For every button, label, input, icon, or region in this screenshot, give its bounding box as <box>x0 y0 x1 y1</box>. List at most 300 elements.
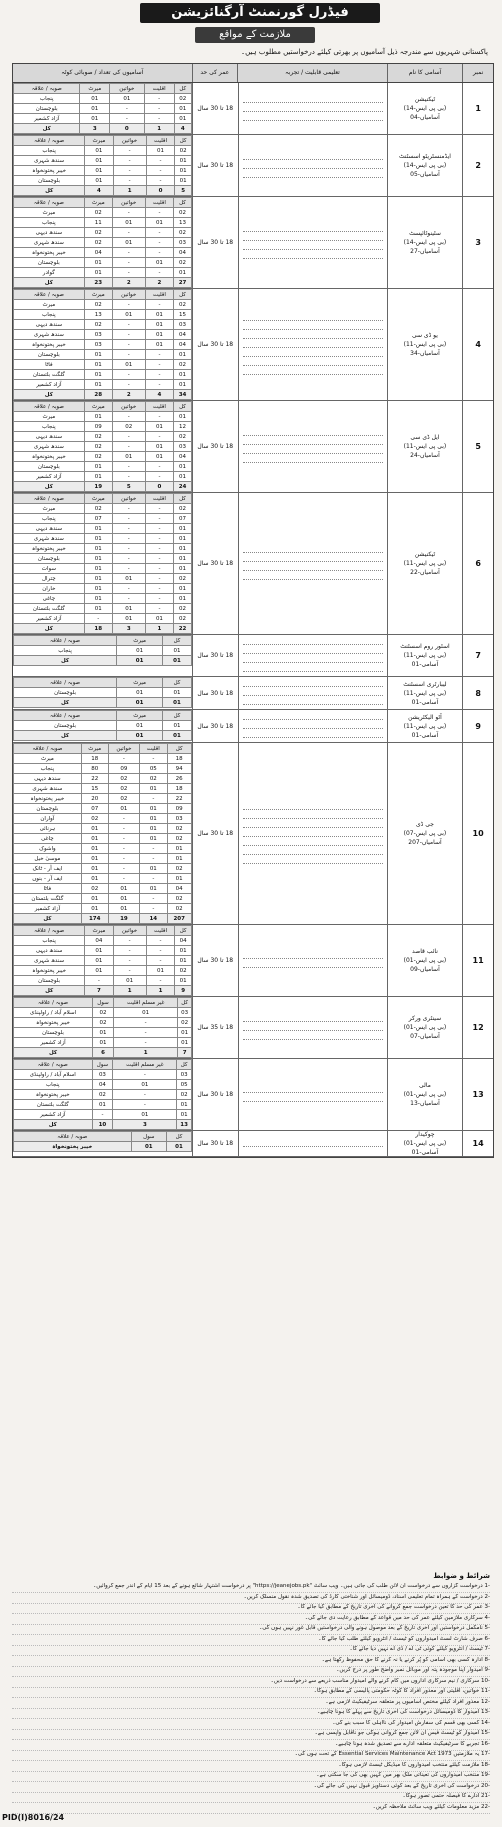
quota-header-cell: اقلیت <box>145 402 174 412</box>
quota-header-cell: صوبہ / علاقہ <box>14 744 82 754</box>
quota-cell: گلگت بلتستان <box>14 894 82 904</box>
quota-header-cell: کل <box>174 290 192 300</box>
quota-row <box>14 614 192 624</box>
quota-cell: 01 <box>167 854 191 864</box>
note-item: -15 امیدوار کو ٹیسٹ فیس آن لائن جمع کروانی ہوگی جو ناقابل واپسی ہے۔ <box>12 1730 490 1740</box>
quota-cell: 03 <box>167 814 191 824</box>
quota-row <box>14 844 192 854</box>
qualification-text <box>239 677 388 709</box>
quota-cell: - <box>145 574 174 584</box>
quota-row <box>14 1090 192 1100</box>
post-bps: (بی پی ایس-01) <box>403 957 447 964</box>
quota-row <box>14 320 192 330</box>
quota-cell: 01 <box>140 824 167 834</box>
quota-cell: - <box>112 594 145 604</box>
quota-cell: موسیٰ خیل <box>14 854 82 864</box>
quota-cell: سندھ دیہی <box>14 432 85 442</box>
quota-cell: 04 <box>174 248 192 258</box>
quota-cell: 80 <box>81 764 108 774</box>
qualification-line <box>243 666 383 672</box>
quota-cell: بلوچستان <box>14 176 85 186</box>
quota-cell: - <box>108 864 139 874</box>
quota-cell: 02 <box>84 208 112 218</box>
quota-total-cell: 2 <box>145 278 174 288</box>
age-limit: 18 تا 35 سال <box>193 997 239 1058</box>
age-limit: 18 تا 30 سال <box>193 710 239 742</box>
quota-total-cell: 4 <box>145 390 174 400</box>
post-row <box>13 289 493 401</box>
quota-row <box>14 594 192 604</box>
age-limit: 18 تا 30 سال <box>193 83 239 134</box>
note-item: -3 عمر کی حد کا تعین درخواست جمع کروانے کی آخری تاریخ کے مطابق کیا جائے گا۔ <box>12 1604 490 1614</box>
quota-cell: میرٹ <box>14 412 85 422</box>
quota-row <box>14 166 192 176</box>
quota-cell: 02 <box>174 94 191 104</box>
quota-cell: بلوچستان <box>14 462 85 472</box>
quota-row <box>14 370 192 380</box>
qualification-line <box>243 699 383 705</box>
quota-cell: 01 <box>81 874 108 884</box>
quota-cell: - <box>112 370 145 380</box>
col-distribution: آسامیوں کی تعداد / صوبائی کوٹہ <box>61 69 144 76</box>
quota-cell: - <box>113 936 146 946</box>
quota-header-cell: میرٹ <box>117 678 163 688</box>
quota-cell: - <box>113 966 146 976</box>
quota-cell: - <box>85 976 113 986</box>
note-item: -10 سرکاری / نیم سرکاری اداروں میں کام کرنے والے امیدوار مناسب ذریعے سے درخواست دیں۔ <box>12 1678 490 1688</box>
quota-row <box>14 764 192 774</box>
quota-cell: ایف آر - بنوں <box>14 874 82 884</box>
quota-cell: - <box>145 432 174 442</box>
post-count: آسامیاں-22 <box>410 569 440 576</box>
quota-total-cell: 1 <box>113 1048 177 1058</box>
quota-distribution <box>13 925 193 996</box>
post-bps: (بی پی ایس-01) <box>403 1140 447 1147</box>
quota-cell: - <box>112 554 145 564</box>
qualification-line <box>243 574 383 580</box>
quota-cell: - <box>145 370 174 380</box>
quota-header-cell: اقلیت <box>145 198 174 208</box>
quota-cell: 01 <box>84 604 112 614</box>
quota-header-cell: سول <box>92 1060 113 1070</box>
quota-cell: - <box>145 594 174 604</box>
quota-header-cell: کل <box>175 926 191 936</box>
quota-cell: چترال <box>14 574 85 584</box>
quota-cell: 01 <box>175 156 191 166</box>
quota-cell: 01 <box>85 956 113 966</box>
post-name-cell <box>388 1131 464 1156</box>
note-item: -5 نامکمل درخواستیں اور آخری تاریخ کے بعد موصول ہونے والی درخواستیں قابل غور نہیں ہوں گی۔ <box>12 1625 490 1635</box>
quota-cell: 01 <box>112 614 145 624</box>
quota-cell: 01 <box>84 268 112 278</box>
quota-row <box>14 854 192 864</box>
quota-total-cell: 10 <box>92 1120 113 1130</box>
quota-cell: 01 <box>84 574 112 584</box>
post-bps: (بی پی ایس-07) <box>403 830 447 837</box>
post-name: ایڈمنسٹریٹو اسسٹنٹ <box>398 153 451 160</box>
quota-cell: گوادر <box>14 268 85 278</box>
quota-distribution <box>13 1059 193 1130</box>
note-item: -20 درخواست کی آخری تاریخ کے بعد کوئی دستاویز قبول نہیں کی جائے گی۔ <box>12 1783 490 1793</box>
quota-row <box>14 564 192 574</box>
quota-cell: - <box>140 844 167 854</box>
quota-distribution <box>13 743 193 924</box>
quota-total-cell: 27 <box>174 278 192 288</box>
quota-row <box>14 258 192 268</box>
quota-cell: 02 <box>108 774 139 784</box>
quota-distribution <box>13 677 193 709</box>
note-item: -9 امیدوار اپنا موجودہ پتہ اور موبائل نمبر واضح طور پر درج کریں۔ <box>12 1667 490 1677</box>
col-qualification: تعلیمی قابلیت / تجربہ <box>237 64 387 82</box>
quota-cell: 02 <box>175 146 191 156</box>
quota-cell: بلوچستان <box>14 104 80 114</box>
post-name-cell <box>388 135 464 196</box>
col-age: عمر کی حد <box>192 64 238 82</box>
quota-cell: 02 <box>174 604 192 614</box>
quota-cell: 01 <box>84 472 112 482</box>
note-item: -4 سرکاری ملازمین کیلئے عمر کی حد میں قواعد کے مطابق رعایت دی جائے گی۔ <box>12 1615 490 1625</box>
note-item: -7 ٹیسٹ / انٹرویو کیلئے کوئی ٹی اے / ڈی اے نہیں دیا جائے گا۔ <box>12 1646 490 1656</box>
quota-total-cell: 19 <box>108 914 139 924</box>
qualification-line <box>243 858 383 864</box>
quota-cell: - <box>110 114 145 124</box>
quota-header-cell: صوبہ / علاقہ <box>14 494 85 504</box>
qualification-line <box>243 690 383 696</box>
quota-cell: - <box>145 564 174 574</box>
quota-distribution <box>13 710 193 742</box>
quota-total-cell: 14 <box>140 914 167 924</box>
quota-cell: 02 <box>92 1090 113 1100</box>
qualification-line <box>243 639 383 645</box>
quota-cell: 05 <box>177 1080 191 1090</box>
quota-cell: 01 <box>112 604 145 614</box>
quota-row <box>14 156 192 166</box>
quota-cell: - <box>145 238 174 248</box>
posts-table <box>12 63 494 1158</box>
quota-header-cell: خواتین <box>112 494 145 504</box>
post-bps: (بی پی ایس-14) <box>403 105 447 112</box>
quota-cell: - <box>145 248 174 258</box>
post-number: 8 <box>475 688 481 698</box>
quota-row <box>14 824 192 834</box>
note-item: -17 یہ ملازمتیں Essential Services Maintenance Act 1973 کے تحت ہوں گی۔ <box>12 1751 490 1761</box>
quota-cell: سندھ دیہی <box>14 774 82 784</box>
quota-header-cell: میرٹ <box>84 402 112 412</box>
quota-cell: اسلام آباد / راولپنڈی <box>14 1070 93 1080</box>
age-limit: 18 تا 30 سال <box>193 1131 239 1156</box>
quota-cell: 01 <box>145 340 174 350</box>
quota-total-cell: 3 <box>80 124 110 134</box>
qualification-text <box>239 743 388 924</box>
quota-cell: فاٹا <box>14 360 85 370</box>
quota-cell: 22 <box>167 794 191 804</box>
quota-row <box>14 604 192 614</box>
post-name-cell <box>388 743 464 924</box>
quota-row <box>14 94 192 104</box>
quota-row <box>14 462 192 472</box>
quota-row <box>14 936 192 946</box>
quota-total-cell: 19 <box>84 482 112 492</box>
quota-total-cell: 207 <box>167 914 191 924</box>
quota-cell: سندھ دیہی <box>14 228 85 238</box>
quota-row <box>14 966 192 976</box>
post-bps: (بی پی ایس-11) <box>403 341 447 348</box>
quota-cell: - <box>144 114 174 124</box>
qualification-line <box>243 849 383 855</box>
col-number: نمبر <box>462 64 493 82</box>
quota-cell: خاران <box>14 584 85 594</box>
quota-total-cell: 1 <box>113 186 146 196</box>
quota-total-cell: 01 <box>131 1142 167 1152</box>
post-name: مالی <box>419 1082 431 1089</box>
quota-cell: 02 <box>108 794 139 804</box>
qualification-line <box>243 154 383 160</box>
quota-distribution <box>13 197 193 288</box>
quota-cell: - <box>113 1100 177 1110</box>
quota-cell: چاغی <box>14 594 85 604</box>
post-count: آسامیاں-13 <box>410 1100 440 1107</box>
quota-header-cell: صوبہ / علاقہ <box>14 711 117 721</box>
quota-row <box>14 688 192 698</box>
qualification-line <box>243 565 383 571</box>
post-name-cell <box>388 401 464 492</box>
post-row <box>13 710 493 743</box>
quota-cell: 01 <box>112 452 145 462</box>
qualification-line <box>243 369 383 375</box>
quota-total-cell: 0 <box>146 186 175 196</box>
qualification-text <box>239 493 388 634</box>
quota-total-row <box>14 1120 192 1130</box>
post-count: آسامیاں-05 <box>410 171 440 178</box>
post-row <box>13 635 493 677</box>
quota-total-row <box>14 482 192 492</box>
quota-total-cell: 34 <box>174 390 192 400</box>
qualification-text <box>239 401 388 492</box>
quota-total-cell: کل <box>14 1048 93 1058</box>
post-count: آسامی-01 <box>411 698 439 706</box>
qualification-line <box>243 172 383 178</box>
note-item: -1 درخواست گزاروں سے درخواست آن لائن طلب کی جاتی ہیں۔ ویب سائٹ "https://jeanejobs.pk" پر درخواست اشتہار شائع ہونے کے بعد 15 ایام کے اندر جمع کروائیں۔ <box>12 1583 490 1593</box>
post-name-cell <box>388 1059 464 1130</box>
quota-distribution <box>13 135 193 196</box>
age-limit: 18 تا 30 سال <box>193 635 239 676</box>
quota-cell: پنجاب <box>14 514 85 524</box>
qualification-line <box>243 235 383 241</box>
quota-cell: پنجاب <box>14 1080 93 1090</box>
quota-cell: 02 <box>84 300 112 310</box>
quota-cell: 04 <box>92 1080 113 1090</box>
quota-cell: 01 <box>174 544 192 554</box>
quota-cell: 09 <box>108 764 139 774</box>
post-name: اسٹور روم اسسٹنٹ <box>400 643 450 650</box>
post-number: 2 <box>475 161 481 170</box>
quota-cell: 15 <box>81 784 108 794</box>
quota-cell: خیبر پختونخواہ <box>14 340 85 350</box>
quota-distribution <box>13 289 193 400</box>
quota-total-cell: 23 <box>84 278 112 288</box>
quota-cell: - <box>113 176 146 186</box>
quota-cell: آزاد کشمیر <box>14 1110 93 1120</box>
quota-cell: - <box>108 814 139 824</box>
quota-header-cell: اقلیت <box>146 136 175 146</box>
quota-distribution <box>13 83 193 134</box>
quota-cell: - <box>146 956 175 966</box>
quota-total-cell: کل <box>14 482 85 492</box>
quota-cell: 01 <box>145 442 174 452</box>
quota-cell: 01 <box>145 310 174 320</box>
quota-total-cell: 22 <box>174 624 192 634</box>
quota-cell: 01 <box>145 258 174 268</box>
quota-row <box>14 114 192 124</box>
qualification-line <box>243 822 383 828</box>
quota-header-cell: اقلیت <box>146 926 175 936</box>
quota-cell: 01 <box>174 564 192 574</box>
qualification-line <box>243 1087 383 1093</box>
quota-cell: 01 <box>174 594 192 604</box>
quota-total-cell: 1 <box>113 986 146 996</box>
quota-cell: خیبر پختونخواہ <box>14 794 82 804</box>
quota-cell: آزاد کشمیر <box>14 1038 93 1048</box>
quota-cell: 01 <box>145 614 174 624</box>
quota-cell: پنجاب <box>14 218 85 228</box>
quota-cell: 01 <box>178 1038 191 1048</box>
quota-row <box>14 1038 192 1048</box>
quota-cell: 02 <box>167 894 191 904</box>
quota-cell: - <box>140 904 167 914</box>
quota-cell: 02 <box>84 238 112 248</box>
quota-distribution <box>13 401 193 492</box>
quota-header-cell: کل <box>163 678 192 688</box>
quota-row <box>14 360 192 370</box>
quota-cell: - <box>112 268 145 278</box>
qualification-line <box>243 315 383 321</box>
post-bps: (بی پی ایس-11) <box>403 652 447 659</box>
quota-row <box>14 574 192 584</box>
post-number: 5 <box>475 442 481 451</box>
qualification-line <box>243 1096 383 1102</box>
qualification-line <box>243 681 383 687</box>
note-item: -18 ملازمت کیلئے منتخب امیدواروں کا میڈیکل ٹیسٹ لازمی ہوگا۔ <box>12 1762 490 1772</box>
quota-cell: - <box>145 554 174 564</box>
post-count: آسامی-01 <box>411 661 439 668</box>
quota-header-cell: کل <box>177 1060 191 1070</box>
quota-header-cell: میرٹ <box>80 84 110 94</box>
quota-total-cell: کل <box>14 656 117 666</box>
post-name: لیبارٹری اسسٹنٹ <box>403 680 447 688</box>
quota-cell: 01 <box>112 310 145 320</box>
quota-total-cell: 01 <box>117 698 163 708</box>
quota-header-cell: کل <box>174 402 192 412</box>
quota-cell: 01 <box>80 94 110 104</box>
quota-cell: - <box>140 754 167 764</box>
quota-cell: آزاد کشمیر <box>14 380 85 390</box>
quota-cell: 01 <box>84 370 112 380</box>
quota-cell: - <box>112 564 145 574</box>
quota-cell: - <box>145 472 174 482</box>
quota-row <box>14 248 192 258</box>
quota-row <box>14 1008 192 1018</box>
quota-row <box>14 544 192 554</box>
quota-cell: - <box>145 534 174 544</box>
quota-cell: 01 <box>167 844 191 854</box>
quota-cell: 04 <box>174 330 192 340</box>
quota-header-cell: خواتین <box>110 84 145 94</box>
post-name: سٹینوٹائپسٹ <box>409 230 441 237</box>
post-number: 13 <box>472 1090 484 1099</box>
quota-cell: - <box>145 360 174 370</box>
note-item: -16 تجربے کا سرٹیفیکیٹ متعلقہ ادارے سے تصدیق شدہ ہونا چاہیے۔ <box>12 1741 490 1751</box>
quota-cell: 01 <box>174 584 192 594</box>
terms-and-conditions <box>12 1583 490 1814</box>
quota-cell: 01 <box>174 268 192 278</box>
age-limit: 18 تا 30 سال <box>193 401 239 492</box>
quota-cell: - <box>112 228 145 238</box>
quota-cell: 01 <box>80 114 110 124</box>
quota-cell: 04 <box>167 884 191 894</box>
quota-header-cell: اقلیت <box>140 744 167 754</box>
quota-total-cell: 2 <box>112 390 145 400</box>
quota-cell: 02 <box>178 1018 191 1028</box>
quota-total-cell: 1 <box>144 124 174 134</box>
quota-header-cell: خواتین <box>112 290 145 300</box>
quota-total-cell: کل <box>14 390 85 400</box>
quota-total-cell: کل <box>14 731 117 741</box>
quota-cell: آواران <box>14 814 82 824</box>
quota-cell: - <box>145 228 174 238</box>
quota-cell: 13 <box>84 310 112 320</box>
quota-cell: 01 <box>177 1110 191 1120</box>
quota-cell: - <box>145 380 174 390</box>
quota-cell: 01 <box>81 824 108 834</box>
quota-header-cell: میرٹ <box>84 494 112 504</box>
quota-total-cell: 28 <box>84 390 112 400</box>
quota-cell: گلگت بلتستان <box>14 370 85 380</box>
quota-cell: - <box>112 472 145 482</box>
quota-row <box>14 584 192 594</box>
quota-cell: 01 <box>113 1008 177 1018</box>
quota-cell: بلوچستان <box>14 554 85 564</box>
post-number: 1 <box>475 104 481 113</box>
quota-cell: بلوچستان <box>14 258 85 268</box>
post-row <box>13 1131 493 1157</box>
quota-cell: میرٹ <box>14 208 85 218</box>
note-item: -19 منتخب امیدواروں کی تعیناتی ملک بھر میں کہیں بھی کی جا سکتی ہے۔ <box>12 1772 490 1782</box>
quota-row <box>14 1080 192 1090</box>
quota-total-cell: 13 <box>177 1120 191 1130</box>
quota-cell: 01 <box>84 360 112 370</box>
quota-row <box>14 422 192 432</box>
quota-row <box>14 774 192 784</box>
post-count: آسامیاں-27 <box>410 248 440 255</box>
qualification-line <box>243 324 383 330</box>
post-bps: (بی پی ایس-14) <box>403 239 447 246</box>
quota-row <box>14 814 192 824</box>
quota-cell: 01 <box>113 1110 177 1120</box>
quota-header-cell: خواتین <box>112 402 145 412</box>
quota-cell: 01 <box>175 176 191 186</box>
quota-row <box>14 721 192 731</box>
quota-cell: - <box>84 614 112 624</box>
quota-cell: سندھ شہری <box>14 956 85 966</box>
quota-cell: 01 <box>174 104 191 114</box>
quota-cell: - <box>145 412 174 422</box>
quota-cell: 01 <box>108 884 139 894</box>
quota-cell: - <box>113 1070 177 1080</box>
quota-total-cell: 9 <box>175 986 191 996</box>
quota-cell: 04 <box>85 936 113 946</box>
quota-row <box>14 554 192 564</box>
quota-row <box>14 904 192 914</box>
